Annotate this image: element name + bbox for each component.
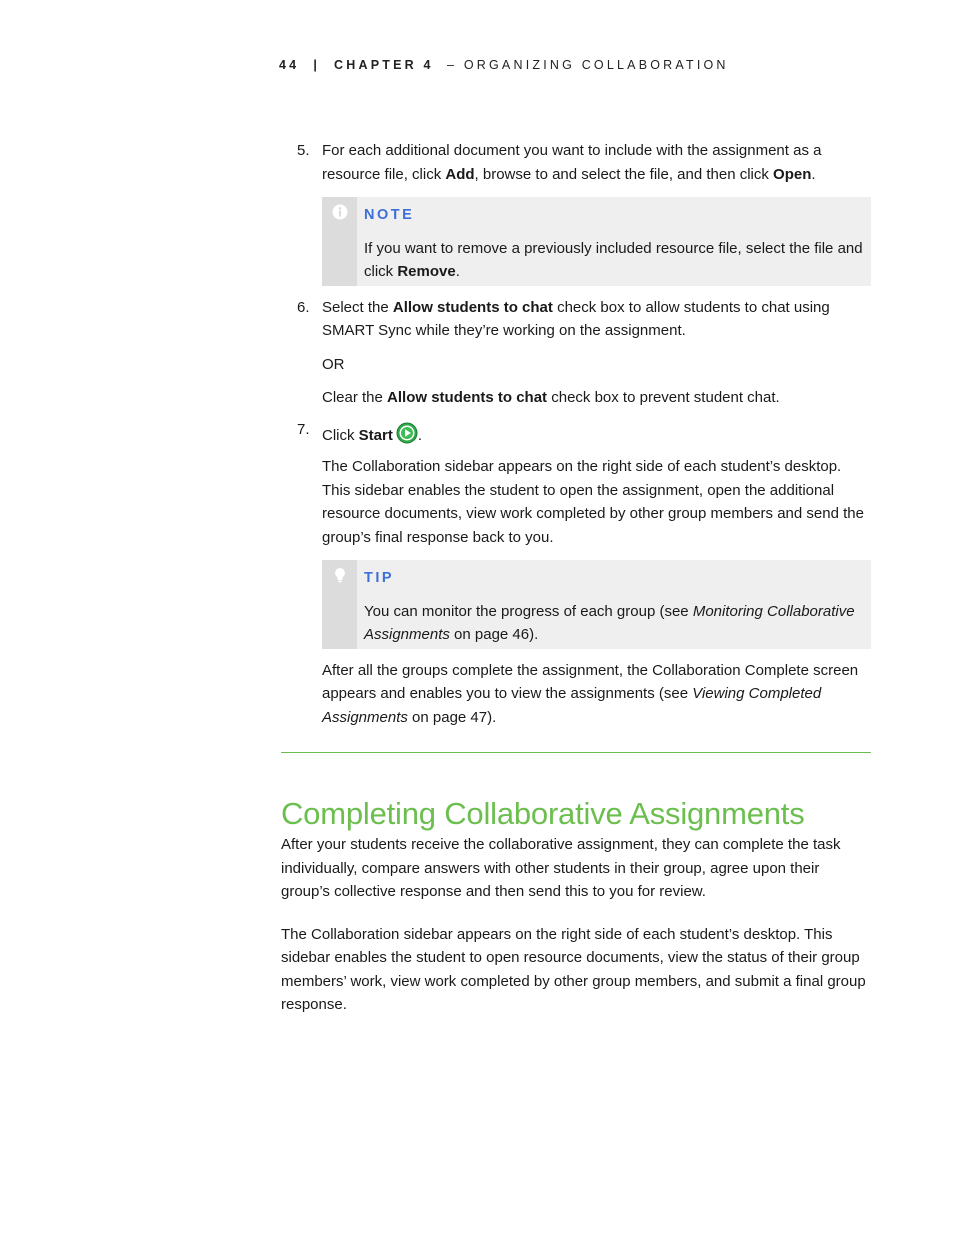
text-run: , browse to and select the file, and then click [474,165,774,183]
step-5 [281,139,871,286]
text-run: . [417,426,423,444]
text-run: For each additional document you want to include with the assignment as a resource file, click [322,142,822,183]
text-run: check box to allow students to chat using SMART Sync while they’re working on the assignment. [322,298,830,339]
step-text [322,139,871,186]
chapter-title: – ORGANIZING COLLABORATION [447,58,729,72]
step-number: 7. [297,420,310,438]
text-run: You can monitor the progress of each group (see [364,602,693,620]
section-heading: Completing Collaborative Assignments [281,796,805,831]
text-run: . [455,263,460,280]
ui-term-allow-chat: Allow students to chat [387,389,548,406]
note-callout [322,197,871,286]
text-run: If you want to remove a previously included resource file, select the file and click [364,239,863,280]
text-run: After all the groups complete the assignment, the Collaboration Complete screen appears and enables you to view the assignments (see [322,661,859,702]
tip-text [364,600,863,649]
section-divider [281,752,871,753]
cross-reference: Viewing Completed Assignments [322,685,822,726]
cross-reference: Monitoring Collaborative Assignments [364,602,855,643]
ui-term-open: Open [773,165,812,183]
step-7 [281,422,871,730]
or-text: OR [322,355,345,373]
section-paragraph-2: The Collaboration sidebar appears on the right side of each student’s desktop. This sidebar enables the student to open resource documents, view the status of their group members’ work, view work completed by other group members, and submit a final group response. [281,925,866,1013]
page-number: 44 [279,58,300,72]
step-6 [281,296,871,410]
text-run: . [811,165,816,183]
chapter-label: CHAPTER 4 [334,58,434,72]
text-run: Select the [322,298,393,316]
step-number: 5. [297,142,310,159]
text-run: Click [322,426,359,444]
step-text [322,422,871,448]
text-run: check box to prevent student chat. [547,389,780,406]
text-run: on page 46). [449,626,539,643]
after-completion-text [322,659,871,730]
ui-term-remove: Remove [397,263,456,280]
step-text-alt [322,386,871,410]
step-number: 6. [297,298,310,316]
ui-term-start: Start [358,426,393,444]
start-play-icon [396,422,418,444]
text-run: Clear the [322,389,388,406]
text-run: on page 47). [407,708,497,726]
lightbulb-icon [332,567,348,583]
tip-callout [322,560,871,649]
step-text [322,296,871,343]
ui-term-allow-chat: Allow students to chat [392,298,553,316]
info-icon [332,204,348,220]
step-7-description: The Collaboration sidebar appears on the right side of each student’s desktop. This sidebar enables the student to open the assignment, open the additional resource documents, view work completed by other group members and send the group’s final response back to you. [322,458,864,546]
page-body [281,139,871,1017]
note-title: NOTE [364,207,415,223]
note-text [364,237,863,286]
ui-term-add: Add [445,165,475,183]
running-header [279,58,729,72]
section-paragraph-1: After your students receive the collaborative assignment, they can complete the task individually, compare answers with other students in their group, agree upon their group’s collective response and then send this to you for review. [281,836,841,900]
header-separator: | [313,58,321,72]
tip-title: TIP [364,570,395,586]
